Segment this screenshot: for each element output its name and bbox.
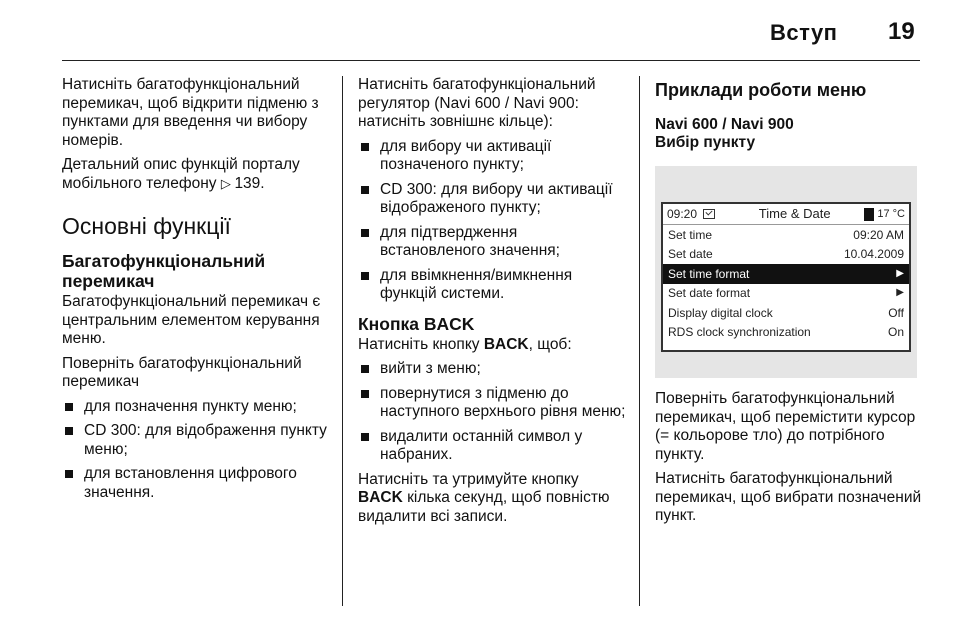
- menu-row-label: Display digital clock: [668, 305, 773, 320]
- back-hold-pre: Натисніть та утримуйте кнопку: [358, 470, 579, 488]
- list-item: для підтвердження встановленого значення;: [358, 224, 626, 261]
- menu-examples-title: Приклади роботи меню: [655, 80, 867, 100]
- back-button-title: Кнопка BACK: [358, 313, 475, 334]
- press-instruction: Натисніть багатофункціональний перемикач, щоб вибрати позначений пункт.: [655, 470, 922, 524]
- list-item: для позначення пункту меню;: [62, 398, 330, 417]
- subsection-paragraph-2: Поверніть багатофункціональний перемикач: [62, 354, 302, 390]
- column-divider-1: [342, 76, 343, 606]
- menu-row-value: 09:20 AM: [853, 227, 904, 242]
- column-1: [62, 76, 330, 508]
- menu-row-label: RDS clock synchronization: [668, 325, 811, 339]
- back-hold-post: кількa секунд, щоб повністю видалити всі записи.: [358, 489, 610, 525]
- section-title: Основні функції: [62, 213, 231, 239]
- page-number: 19: [888, 18, 915, 45]
- menu-row-label: Set date format: [668, 286, 751, 300]
- menu-row-display-digital-clock[interactable]: [663, 303, 909, 323]
- header-divider: [62, 60, 920, 61]
- select-item-subtitle: Вибір пункту: [655, 134, 756, 151]
- model-label: Navi 600 / Navi 900: [655, 116, 794, 133]
- list-item: вийти з меню;: [358, 360, 626, 379]
- column-2: [358, 76, 626, 532]
- list-item: для вибору чи активації позначеного пункту;: [358, 138, 626, 175]
- intro-paragraph-1: Натисніть багатофункціональний перемикач, щоб відкрити підменю з пунктами для введення чи вибору номерів.: [62, 76, 319, 149]
- list-item: повернутися з підменю до наступного верхнього рівня меню;: [358, 385, 626, 422]
- display-screen: [661, 202, 911, 352]
- list-item: CD 300: для відображення пункту меню;: [62, 422, 330, 459]
- column-3: [655, 76, 923, 532]
- back-intro-bold: BACK: [483, 335, 529, 353]
- page-reference[interactable]: 139.: [234, 174, 265, 192]
- menu-row-set-time[interactable]: [663, 225, 909, 245]
- menu-row-set-time-format[interactable]: [663, 264, 909, 284]
- screen-temperature: 17 °C: [877, 207, 905, 220]
- list-item: CD 300: для вибору чи активації відображеного пункту;: [358, 181, 626, 218]
- menu-row-label: Set time: [668, 227, 713, 242]
- menu-row-set-date[interactable]: [663, 245, 909, 265]
- menu-row-value: Off: [888, 305, 904, 320]
- subsection-paragraph-1: Багатофункціональний перемикач є центральним елементом керування меню.: [62, 293, 321, 347]
- menu-row-value: 10.04.2009: [843, 247, 904, 261]
- checkbox-icon: [703, 209, 715, 219]
- back-intro-pre: Натисніть кнопку: [358, 335, 484, 353]
- press-paragraph: Натисніть багатофункціональний регулятор (Navi 600 / Navi 900: натисніть зовнішнє кільце):: [358, 76, 596, 130]
- back-bullet-list: [358, 360, 626, 465]
- menu-row-value: On: [887, 325, 904, 339]
- column-divider-2: [639, 76, 640, 606]
- screen-header: [663, 204, 909, 225]
- menu-row-set-date-format[interactable]: [663, 284, 909, 304]
- list-item: для ввімкнення/вимкнення функцій системи.: [358, 267, 626, 304]
- list-item: для встановлення цифрового значення.: [62, 465, 330, 502]
- page-reference-arrow-icon: ▷: [220, 175, 235, 191]
- menu-row-label: Set date: [668, 247, 713, 261]
- press-bullet-list: [358, 138, 626, 304]
- header-title: Вступ: [770, 20, 838, 45]
- intro-paragraph-2: [62, 156, 330, 193]
- intro-paragraph-2-text: Детальний опис функцій порталу мобільного телефону: [62, 156, 300, 192]
- chevron-right-icon: ▶: [896, 267, 904, 279]
- back-hold-bold: BACK: [358, 489, 403, 506]
- phone-icon: [864, 208, 874, 221]
- turn-instruction: Поверніть багатофункціональний перемикач, щоб перемістити курсор (= кольорове тло) до потрібного пункту.: [655, 390, 916, 463]
- back-intro: [358, 336, 626, 355]
- list-item: видалити останній символ у набраних.: [358, 428, 626, 465]
- back-intro-post: , щоб:: [528, 335, 572, 353]
- back-hold-paragraph: [358, 471, 626, 527]
- menu-row-rds-clock-sync[interactable]: [663, 323, 909, 343]
- chevron-right-icon: ▶: [896, 287, 904, 298]
- screen-clock: 09:20: [667, 206, 698, 221]
- screen-illustration: [655, 166, 917, 378]
- menu-row-label: Set time format: [668, 266, 750, 281]
- subsection-title: Багатофункціональний перемикач: [62, 251, 266, 291]
- turn-bullet-list: [62, 398, 330, 503]
- screen-title: Time & Date: [758, 205, 831, 221]
